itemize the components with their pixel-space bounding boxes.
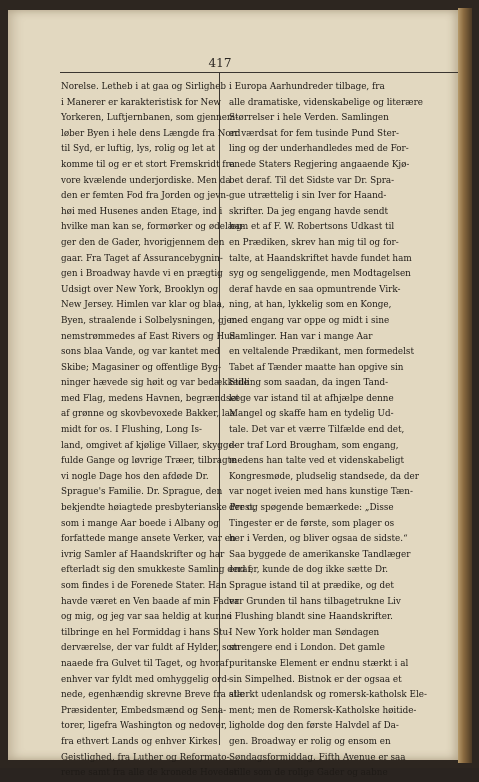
text-line: ger den de Gader, hvorigjennem den: [61, 237, 225, 248]
text-line: Kongresmøde, pludselig standsede, da der: [229, 471, 419, 482]
text-line: var Grunden til hans tilbagetrukne Liv: [229, 596, 401, 607]
text-line: Sprague istand til at prædike, og det: [229, 581, 394, 591]
text-line: hvilke man kan se, formørker og ødelæg-: [61, 222, 245, 233]
text-line: fulde Gange og løvrige Træer, tilbragte: [61, 456, 237, 467]
text-line: skrifter. Da jeg engang havde sendt: [229, 206, 389, 217]
text-line: i Flushing blandt sine Haandskrifter.: [229, 612, 393, 623]
text-line: Tingester er de første, som plager os: [229, 518, 395, 529]
text-line: Samlinger. Han var i mange Aar: [229, 331, 373, 342]
text-line: ning, at han, lykkelig som en Konge,: [229, 300, 392, 311]
header-rule: [60, 72, 458, 73]
text-line: syg og sengeliggende, men Modtagelsen: [229, 269, 411, 280]
text-line: Sprague's Familie. Dr. Sprague, den: [61, 487, 223, 498]
text-line: høi med Husenes anden Etage, ind i: [61, 206, 223, 217]
text-line: som findes i de Forenede Stater. Han: [61, 581, 227, 591]
text-line: i Manerer er karakteristisk for New: [61, 97, 221, 108]
text-line: enhver var fyldt med omhyggelig ord-: [61, 674, 230, 685]
book-edge: [458, 8, 472, 763]
text-line: Præsidenter, Embedsmænd og Sena-: [61, 705, 227, 716]
text-line: puritanske Element er endnu stærkt i al: [229, 658, 409, 669]
text-line: med engang var oppe og midt i sine: [229, 315, 390, 326]
text-line: i Europa Aarhundreder tilbage, fra: [229, 82, 385, 92]
text-line: Tabet af Tænder maatte han opgive sin: [229, 362, 404, 373]
text-line: læge var istand til at afhjælpe denne: [229, 393, 394, 404]
text-line: fra ethvert Lands og enhver Kirkes: [61, 736, 218, 747]
text-line: som i mange Aar boede i Albany og: [61, 518, 219, 529]
text-line: Norelse. Letheb i at gaa og Sirligheb: [61, 82, 227, 92]
text-line: ninger hævede sig høit og var bedækkede: [61, 378, 249, 389]
text-line: Stilling som saadan, da ingen Tand-: [229, 378, 389, 389]
text-line: Skibe; Magasiner og offentlige Byg-: [61, 362, 222, 373]
text-line: der traf Lord Brougham, som engang,: [229, 440, 399, 451]
text-line: ment; men de Romersk-Katholske høitide-: [229, 705, 417, 716]
text-line: komme til og er et stort Fremskridt fra: [61, 159, 236, 170]
text-line: med Flag, medens Havnen, begrændset: [61, 393, 240, 404]
text-line: Størrelser i hele Verden. Samlingen: [229, 113, 389, 124]
text-line: efterladt sig den smukkeste Samling deraf,: [61, 565, 254, 576]
text-line: rerne samt fra alle de kronede Hoveder: [61, 768, 239, 779]
text-line: stærkt udenlandsk og romersk-katholsk Ele-: [229, 690, 427, 701]
text-line: Geistlighed, fra Luther og Reformato-: [61, 752, 230, 763]
text-line: vi nogle Dage hos den afdøde Dr.: [61, 471, 209, 482]
text-line: ham et af F. W. Robertsons Udkast til: [229, 222, 395, 233]
text-line: og mig, og jeg var saa heldig at kunne: [61, 612, 232, 623]
text-line: her i Verden, og bliver ogsaa de sidste.“: [229, 534, 408, 545]
text-line: naaede fra Gulvet til Taget, og hvoraf: [61, 658, 229, 669]
text-line: var noget iveien med hans kunstige Tæn-: [229, 487, 413, 498]
text-line: strengere end i London. Det gamle: [229, 643, 385, 654]
text-line: er værdsat for fem tusinde Pund Ster-: [229, 128, 399, 139]
page-number: 417: [208, 56, 232, 70]
text-line: midt for os. I Flushing, Long Is-: [61, 425, 203, 436]
text-line: sons blaa Vande, og var kantet med: [61, 347, 220, 358]
text-line: en veltalende Prædikant, men formedelst: [229, 347, 414, 358]
text-line: gue utrættelig i sin Iver for Haand-: [229, 191, 387, 202]
text-line: torer, ligefra Washington og nedover,: [61, 721, 227, 732]
text-line: derværelse, der var fuldt af Hylder, som: [61, 643, 241, 654]
text-line: til Syd, er luftig, lys, rolig og let at: [61, 144, 215, 155]
text-line: nemstrømmedes af East Rivers og Hud-: [61, 331, 239, 342]
text-line: ling og der underhandledes med de For-: [229, 144, 409, 155]
text-line: Udsigt over New York, Brooklyn og: [61, 284, 219, 295]
text-line: New Jersey. Himlen var klar og blaa,: [61, 300, 225, 311]
text-line: ivrig Samler af Haandskrifter og har: [61, 549, 225, 560]
text-line: gen i Broadway havde vi en prægtig: [61, 269, 223, 280]
text-line: bekjendte høiagtede presbyterianske Prest,: [61, 503, 256, 514]
text-line: af grønne og skovbevoxede Bakker, laa: [61, 409, 236, 420]
text-line: tilbringe en hel Formiddag i hans Stu-: [61, 627, 232, 638]
text-line: en Prædiken, skrev han mig til og for-: [229, 237, 399, 248]
left-text-column: [61, 80, 256, 782]
text-line: ligholde dog den første Halvdel af Da-: [229, 721, 399, 732]
text-line: enede Staters Regjering angaaende Kjø-: [229, 159, 410, 170]
right-text-column: [229, 80, 427, 782]
text-line: medens han talte ved et videnskabeligt: [229, 456, 405, 467]
text-line: gen. Broadway er rolig og ensom en: [229, 736, 391, 747]
text-line: forfattede mange ansete Verker, var en: [61, 534, 236, 545]
text-line: land, omgivet af kjølige Villaer, skygge-: [61, 440, 237, 451]
text-line: Søndagsformiddag. Fifth Avenue er saa: [229, 752, 406, 763]
text-line: stille som de rolige Gader og aabne: [229, 768, 388, 779]
text-line: der og spøgende bemærkede: „Disse: [229, 503, 394, 514]
text-line: vore kvælende underjordiske. Men da: [61, 175, 231, 186]
text-line: Saa byggede de amerikanske Tandlæger: [229, 549, 411, 560]
text-line: sin Simpelhed. Bistnok er der ogsaa et: [229, 674, 402, 685]
text-line: alle dramatiske, videnskabelige og literære: [229, 97, 423, 108]
text-line: nede, egenhændig skrevne Breve fra alle: [61, 690, 245, 701]
text-line: havde været en Ven baade af min Fader: [61, 596, 239, 607]
text-line: gaar. Fra Taget af Assurancebygnin-: [61, 253, 223, 264]
text-line: I New York holder man Søndagen: [229, 627, 380, 638]
text-line: tale. Det var et værre Tilfælde end det,: [229, 425, 405, 436]
text-line: deraf havde en saa opmuntrende Virk-: [229, 284, 401, 295]
text-line: bet deraf. Til det Sidste var Dr. Spra-: [229, 175, 395, 186]
text-line: Yorkeren, Luftjernbanen, som gjennem-: [61, 113, 239, 124]
text-line: Mangel og skaffe ham en tydelig Ud-: [229, 409, 394, 420]
text-line: talte, at Haandskriftet havde fundet ham: [229, 253, 412, 264]
text-line: Byen, straalende i Solbelysningen, gjen-: [61, 315, 241, 326]
text-line: den er femten Fod fra Jorden og jevn-: [61, 191, 229, 202]
text-line: end er, kunde de dog ikke sætte Dr.: [229, 565, 389, 576]
text-line: løber Byen i hele dens Længde fra Nord: [61, 128, 241, 139]
